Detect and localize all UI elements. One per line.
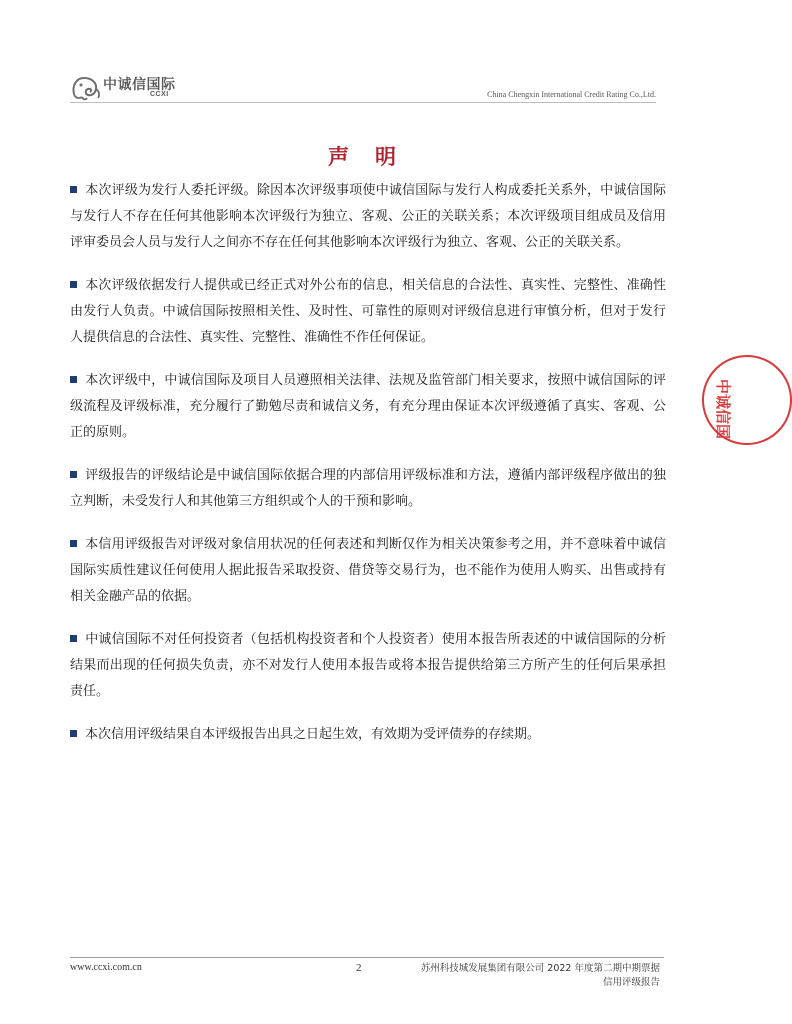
statement-text: 评级报告的评级结论是中诚信国际依据合理的内部信用评级标准和方法，遵循内部评级程序做出的独立判断，未受发行人和其他第三方组织或个人的干预和影响。: [70, 468, 666, 509]
statement-list: [70, 178, 666, 765]
statement-text: 本次信用评级结果自本评级报告出具之日起生效，有效期为受评债券的存续期。: [85, 727, 541, 742]
header-company-name: China Chengxin International Credit Rating Co.,Ltd.: [487, 90, 656, 99]
logo-chinese-name: 中诚信国际: [103, 77, 176, 93]
statement-paragraph: [70, 368, 666, 446]
statement-paragraph: [70, 463, 666, 515]
statement-text: 中诚信国际不对任何投资者（包括机构投资者和个人投资者）使用本报告所表述的中诚信国际的分析结果而出现的任何损失负责，亦不对发行人使用本报告或将本报告提供给第三方所产生的任何后果承担责任。: [70, 632, 666, 699]
ccxi-logo: [70, 72, 180, 106]
statement-text: 本信用评级报告对评级对象信用状况的任何表述和判断仅作为相关决策参考之用，并不意味着中诚信国际实质性建议任何使用人据此报告采取投资、借贷等交易行为，也不能作为使用人购买、出售或持有相关金融产品的依据。: [70, 537, 666, 604]
statement-paragraph: [70, 273, 666, 351]
square-bullet-icon: [70, 376, 77, 383]
square-bullet-icon: [70, 730, 77, 737]
page-number: 2: [356, 962, 362, 974]
footer-url: www.ccxi.com.cn: [70, 962, 142, 973]
square-bullet-icon: [70, 471, 77, 478]
square-bullet-icon: [70, 186, 77, 193]
statement-paragraph: [70, 532, 666, 610]
statement-text: 本次评级为发行人委托评级。除因本次评级事项使中诚信国际与发行人构成委托关系外，中诚信国际与发行人不存在任何其他影响本次评级行为独立、客观、公正的关联关系；本次评级项目组成员及信用评审委员会人员与发行人之间亦不存在任何其他影响本次评级行为独立、客观、公正的关联关系。: [70, 183, 666, 250]
footer-report-title: [421, 962, 660, 990]
footer-report-line1: 苏州科技城发展集团有限公司 2022 年度第二期中期票据: [420, 963, 660, 974]
footer-report-line2: 信用评级报告: [602, 977, 660, 988]
statement-text: 本次评级中，中诚信国际及项目人员遵照相关法律、法规及监管部门相关要求，按照中诚信国际的评级流程及评级标准，充分履行了勤勉尽责和诚信义务，有充分理由保证本次评级遵循了真实、客观、公正的原则。: [70, 373, 666, 440]
statement-paragraph: [70, 722, 666, 748]
page-title: 声明: [328, 145, 422, 169]
statement-text: 本次评级依据发行人提供或已经正式对外公布的信息，相关信息的合法性、真实性、完整性、准确性由发行人负责。中诚信国际按照相关性、及时性、可靠性的原则对评级信息进行审慎分析，但对于发行人提供信息的合法性、真实性、完整性、准确性不作任何保证。: [70, 278, 666, 345]
company-seal-stamp: [702, 355, 792, 445]
footer-divider: [70, 957, 664, 958]
square-bullet-icon: [70, 540, 77, 547]
elephant-logo-icon: [70, 74, 102, 102]
square-bullet-icon: [70, 635, 77, 642]
logo-english-name: CCXI: [150, 91, 169, 98]
header-divider: [70, 102, 656, 103]
statement-paragraph: [70, 178, 666, 256]
square-bullet-icon: [70, 281, 77, 288]
statement-paragraph: [70, 627, 666, 705]
stamp-text: 中诚信国: [714, 379, 732, 440]
